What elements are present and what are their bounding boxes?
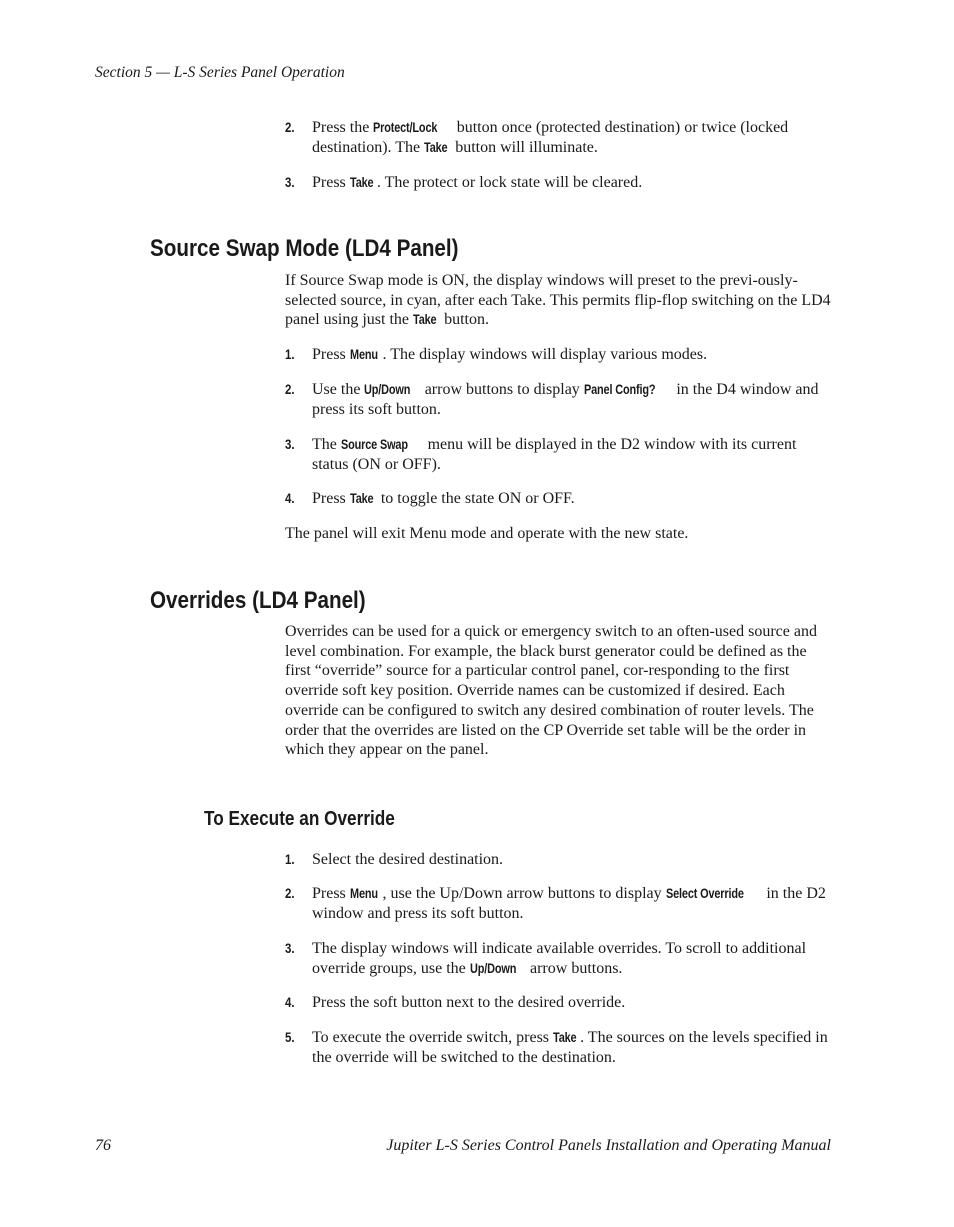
step-number: 1. — [285, 851, 295, 867]
step-number: 3. — [285, 174, 295, 190]
step-text: Press Take to toggle the state ON or OFF. — [312, 490, 575, 507]
ui-label: Protect/Lock — [373, 119, 438, 135]
list-item — [285, 345, 833, 365]
step-number: 2. — [285, 885, 295, 901]
ui-label: Take — [412, 311, 437, 328]
ui-label: Menu — [349, 885, 378, 901]
list-item — [285, 884, 833, 923]
step-text: Use the Up/Down arrow buttons to display Panel Config? in the D4 window and press its soft button. — [312, 381, 819, 418]
paragraph: The panel will exit Menu mode and operate with the new state. — [285, 525, 689, 542]
ui-label: Panel Config? — [583, 381, 656, 397]
list-item — [285, 173, 833, 193]
section-heading: Source Swap Mode (LD4 Panel) — [150, 235, 459, 262]
ui-label: Up/Down — [364, 381, 411, 397]
list-item — [285, 939, 833, 978]
step-text: Select the desired destination. — [312, 851, 504, 868]
step-text: Press the soft button next to the desired override. — [312, 994, 626, 1011]
step-text: Press the Protect/Lock button once (protected destination) or twice (locked destination). The Take button will illuminate. — [312, 119, 789, 156]
step-number: 5. — [285, 1029, 295, 1045]
ui-label: Take — [349, 490, 374, 506]
step-text: To execute the override switch, press Take . The sources on the levels specified in the override will be switched to the destination. — [312, 1029, 828, 1066]
list-item — [285, 993, 833, 1013]
step-number: 4. — [285, 994, 295, 1010]
paragraph: Overrides can be used for a quick or emergency switch to an often-used source and level combination. For example, the black burst generator could be defined as the first “override” source for a particular control panel, cor-responding to the first override soft key position. Override names can be customized if desired. Each override can be configured to switch any desired combination of router levels. The order that the overrides are listed on the CP Override set table will be the order in which they appear on the panel. — [285, 623, 817, 759]
step-number: 3. — [285, 436, 295, 452]
ui-label: Select Override — [665, 885, 744, 901]
list-item — [285, 118, 833, 157]
step-number: 3. — [285, 940, 295, 956]
step-text: Press Menu , use the Up/Down arrow buttons to display Select Override in the D2 window and press its soft button. — [312, 885, 826, 922]
page-number: 76 — [95, 1137, 111, 1154]
paragraph: If Source Swap mode is ON, the display windows will preset to the previ-ously-selected source, in cyan, after each Take. This permits flip-flop switching on the LD4 panel using just the Take button. — [285, 272, 831, 329]
step-text: Press Menu . The display windows will display various modes. — [312, 346, 708, 363]
step-text: The Source Swap menu will be displayed in the D2 window with its current status (ON or OFF). — [312, 436, 797, 473]
ui-label: Take — [553, 1029, 577, 1045]
running-head: Section 5 — L-S Series Panel Operation — [95, 64, 345, 81]
ui-label: Source Swap — [340, 436, 408, 452]
step-number: 4. — [285, 490, 295, 506]
section-heading: Overrides (LD4 Panel) — [150, 587, 366, 614]
ui-label: Up/Down — [469, 959, 516, 976]
list-item — [285, 435, 833, 474]
list-item — [285, 489, 833, 509]
step-number: 2. — [285, 119, 295, 135]
list-item — [285, 380, 833, 419]
list-item — [285, 1028, 833, 1067]
ui-label: Take — [424, 138, 448, 155]
step-text: Press Take . The protect or lock state will be cleared. — [312, 174, 643, 191]
subsection-heading: To Execute an Override — [204, 808, 395, 830]
step-text: The display windows will indicate available overrides. To scroll to additional override groups, use the Up/Down arrow buttons. — [312, 940, 807, 977]
ui-label: Take — [349, 174, 374, 190]
list-item — [285, 850, 833, 870]
step-number: 1. — [285, 346, 295, 362]
manual-title: Jupiter L-S Series Control Panels Installation and Operating Manual — [386, 1137, 831, 1154]
ui-label: Menu — [349, 346, 378, 362]
step-number: 2. — [285, 381, 295, 397]
